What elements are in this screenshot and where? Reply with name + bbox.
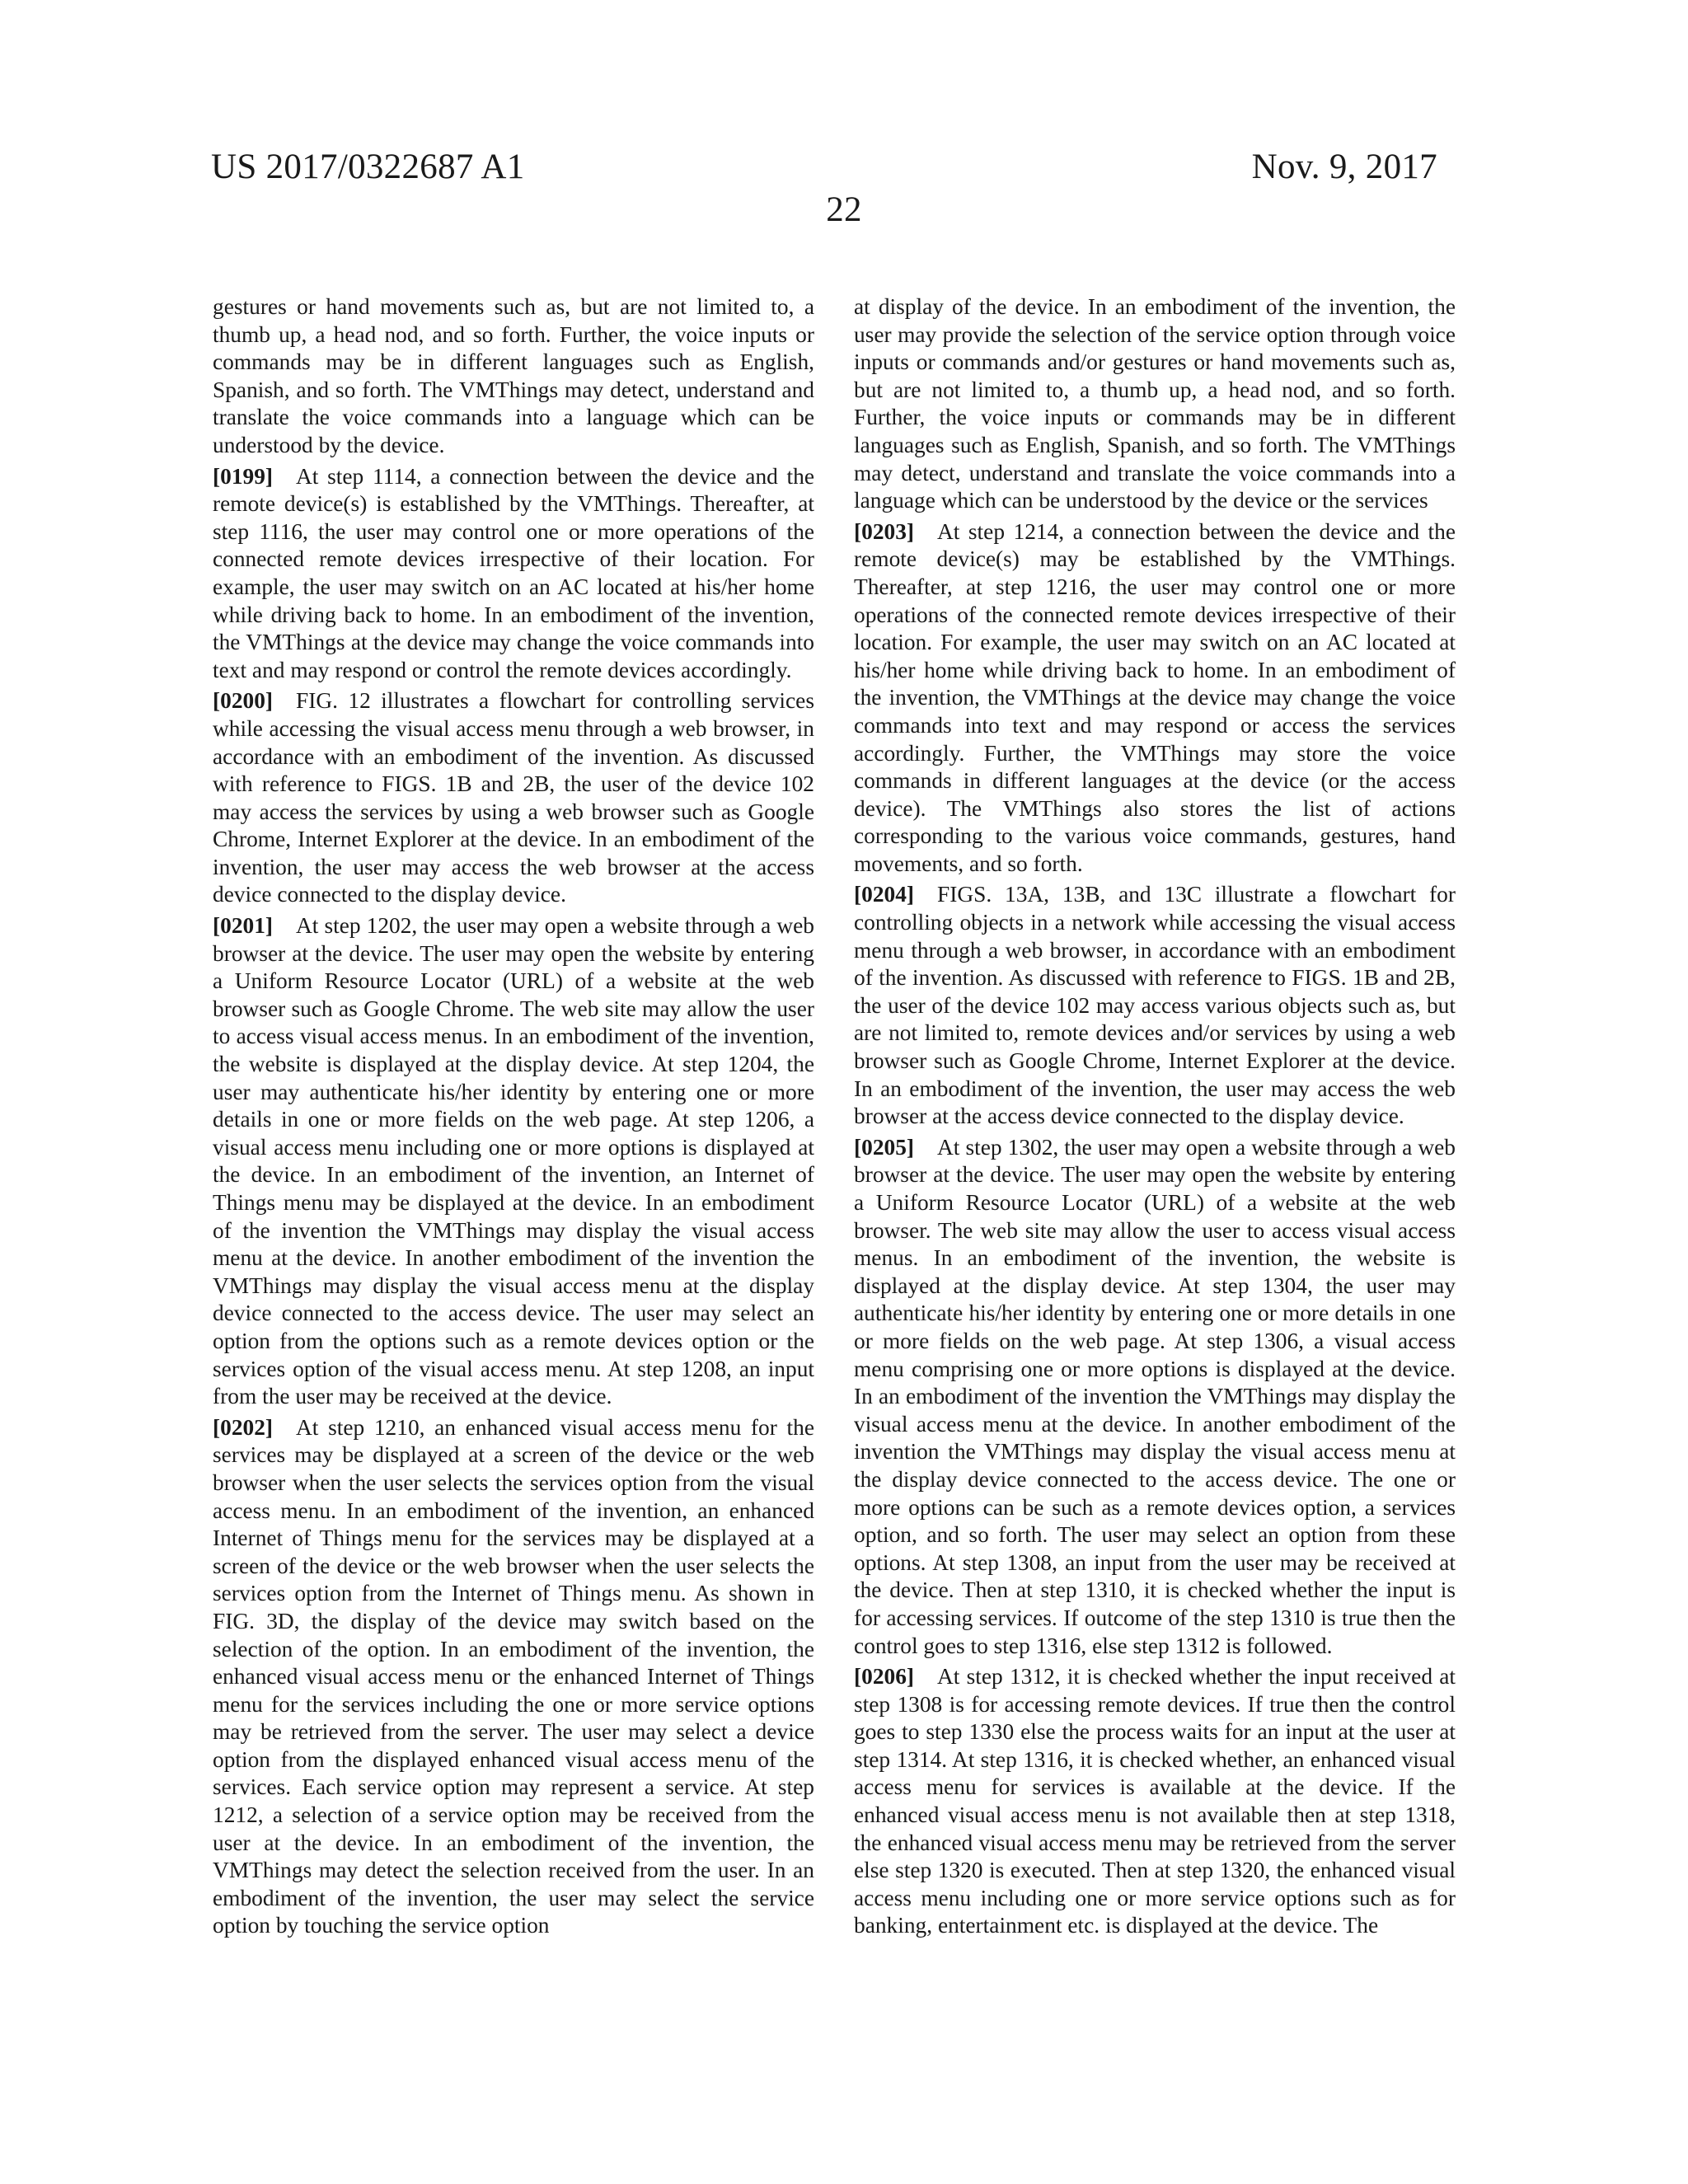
paragraph-text: At step 1114, a connection between the device and the remote device(s) is established by the VMThings. Thereafter, at step 1116, the user may control one or more operations of the connected remote devices irrespective of their location. For example, the user may switch on an AC located at his/her home while driving back to home. In an embodiment of the invention, the VMThings at the device may change the voice commands into text and may respond or control the remote devices accordingly. [213,463,814,682]
paragraph-0202 [213,1414,814,1940]
paragraph-0200 [213,687,814,909]
paragraph-0199 [213,463,814,685]
continuation-text: gestures or hand movements such as, but are not limited to, a thumb up, a head nod, and so forth. Further, the voice inputs or commands may be in different languages such as English, Spanish, and so forth. The VMThings may detect, understand and translate the voice commands into a language which can be understood by the device. [213,294,814,457]
paragraph-number: [0202] [213,1414,274,1440]
paragraph-0205 [854,1134,1456,1660]
paragraph-number: [0205] [854,1134,915,1160]
paragraph-text: At step 1312, it is checked whether the input received at step 1308 is for accessing remote devices. If true then the control goes to step 1330 else the process waits for an input at the user at step 1314. At step 1316, it is checked whether, an enhanced visual access menu for services is available at the device. If the enhanced visual access menu is not available then at step 1318, the enhanced visual access menu may be retrieved from the server else step 1320 is executed. Then at step 1320, the enhanced visual access menu including one or more service options such as for banking, entertainment etc. is displayed at the device. The [854,1664,1456,1938]
paragraph-text: At step 1302, the user may open a website through a web browser at the device. The user may open the website by entering a Uniform Resource Locator (URL) of a website at the web browser. The web site may allow the user to access visual access menus. In an embodiment of the invention, the website is displayed at the display device. At step 1304, the user may authenticate his/her identity by entering one or more details in one or more fields on the web page. At step 1306, a visual access menu comprising one or more options is displayed at the device. In an embodiment of the invention the VMThings may display the visual access menu at the device. In another embodiment of the invention the VMThings may display the visual access menu at the display device connected to the access device. The one or more options can be such as a remote devices option, a services option, and so forth. The user may select an option from these options. At step 1308, an input from the user may be received at the device. Then at step 1310, it is checked whether the input is for accessing services. If outcome of the step 1310 is true then the control goes to step 1316, else step 1312 is followed. [854,1134,1456,1658]
paragraph-text: FIGS. 13A, 13B, and 13C illustrate a flowchart for controlling objects in a network while accessing the visual access menu through a web browser, in accordance with an embodiment of the invention. As discussed with reference to FIGS. 1B and 2B, the user of the device 102 may access various objects such as, but are not limited to, remote devices and/or services by using a web browser such as Google Chrome, Internet Explorer at the device. In an embodiment of the invention, the user may access the web browser at the access device connected to the display device. [854,882,1456,1129]
paragraph-text: At step 1202, the user may open a website through a web browser at the device. The user may open the website by entering a Uniform Resource Locator (URL) of a website at the web browser such as Google Chrome. The web site may allow the user to access visual access menus. In an embodiment of the invention, the website is displayed at the display device. At step 1204, the user may authenticate his/her identity by entering one or more details in one or more fields on the web page. At step 1206, a visual access menu including one or more options is displayed at the device. In an embodiment of the invention, an Internet of Things menu may be displayed at the device. In an embodiment of the invention the VMThings may display the visual access menu at the device. In another embodiment of the invention the VMThings may display the visual access menu at the display device connected to the access device. The user may select an option from the options such as a remote devices option or the services option of the visual access menu. At step 1208, an input from the user may be received at the device. [213,913,814,1409]
paragraph-0206 [854,1663,1456,1940]
left-column [213,293,814,1943]
paragraph-text: At step 1210, an enhanced visual access menu for the services may be displayed at a screen of the device or the web browser when the user selects the services option from the visual access menu. In an embodiment of the invention, an enhanced Internet of Things menu for the services may be displayed at a screen of the device or the web browser when the user selects the services option from the Internet of Things menu. As shown in FIG. 3D, the display of the device may switch based on the selection of the option. In an embodiment of the invention, the enhanced visual access menu or the enhanced Internet of Things menu for the services including the one or more service options may be retrieved from the server. The user may select a device option from the displayed enhanced visual access menu of the services. Each service option may represent a service. At step 1212, a selection of a service option may be received from the user at the device. In an embodiment of the invention, the VMThings may detect the selection received from the user. In an embodiment of the invention, the user may select the service option by touching the service option [213,1414,814,1938]
paragraph-0204 [854,881,1456,1130]
paragraph-0201 [213,912,814,1411]
continuation-text: at display of the device. In an embodiment of the invention, the user may provide the selection of the service option through voice inputs or commands and/or gestures or hand movements such as, but are not limited to, a thumb up, a head nod, and so forth. Further, the voice inputs or commands may be in different languages such as English, Spanish, and so forth. The VMThings may detect, understand and translate the voice commands into a language which can be understood by the device or the services [854,294,1456,513]
paragraph-number: [0203] [854,518,915,544]
right-column [854,293,1456,1943]
paragraph-number: [0201] [213,913,274,939]
page-number: 22 [826,190,862,229]
publication-date: Nov. 9, 2017 [1251,148,1437,186]
paragraph-number: [0200] [213,688,274,714]
paragraph-number: [0206] [854,1664,915,1690]
paragraph-0203 [854,518,1456,879]
publication-number: US 2017/0322687 A1 [211,148,525,186]
paragraph-number: [0199] [213,463,274,489]
paragraph-text: FIG. 12 illustrates a flowchart for controlling services while accessing the visual access menu through a web browser, in accordance with an embodiment of the invention. As discussed with reference to FIGS. 1B and 2B, the user of the device 102 may access the services by using a web browser such as Google Chrome, Internet Explorer at the device. In an embodiment of the invention, the user may access the web browser at the access device connected to the display device. [213,688,814,907]
paragraph-number: [0204] [854,882,915,907]
paragraph-text: At step 1214, a connection between the device and the remote device(s) may be established by the VMThings. Thereafter, at step 1216, the user may control one or more operations of the connected remote devices irrespective of their location. For example, the user may switch on an AC located at his/her home while driving back to home. In an embodiment of the invention, the VMThings at the device may change the voice commands into text and may respond or access the services accordingly. Further, the VMThings may store the voice commands in different languages at the device (or the access device). The VMThings also stores the list of actions corresponding to the various voice commands, gestures, hand movements, and so forth. [854,518,1456,876]
